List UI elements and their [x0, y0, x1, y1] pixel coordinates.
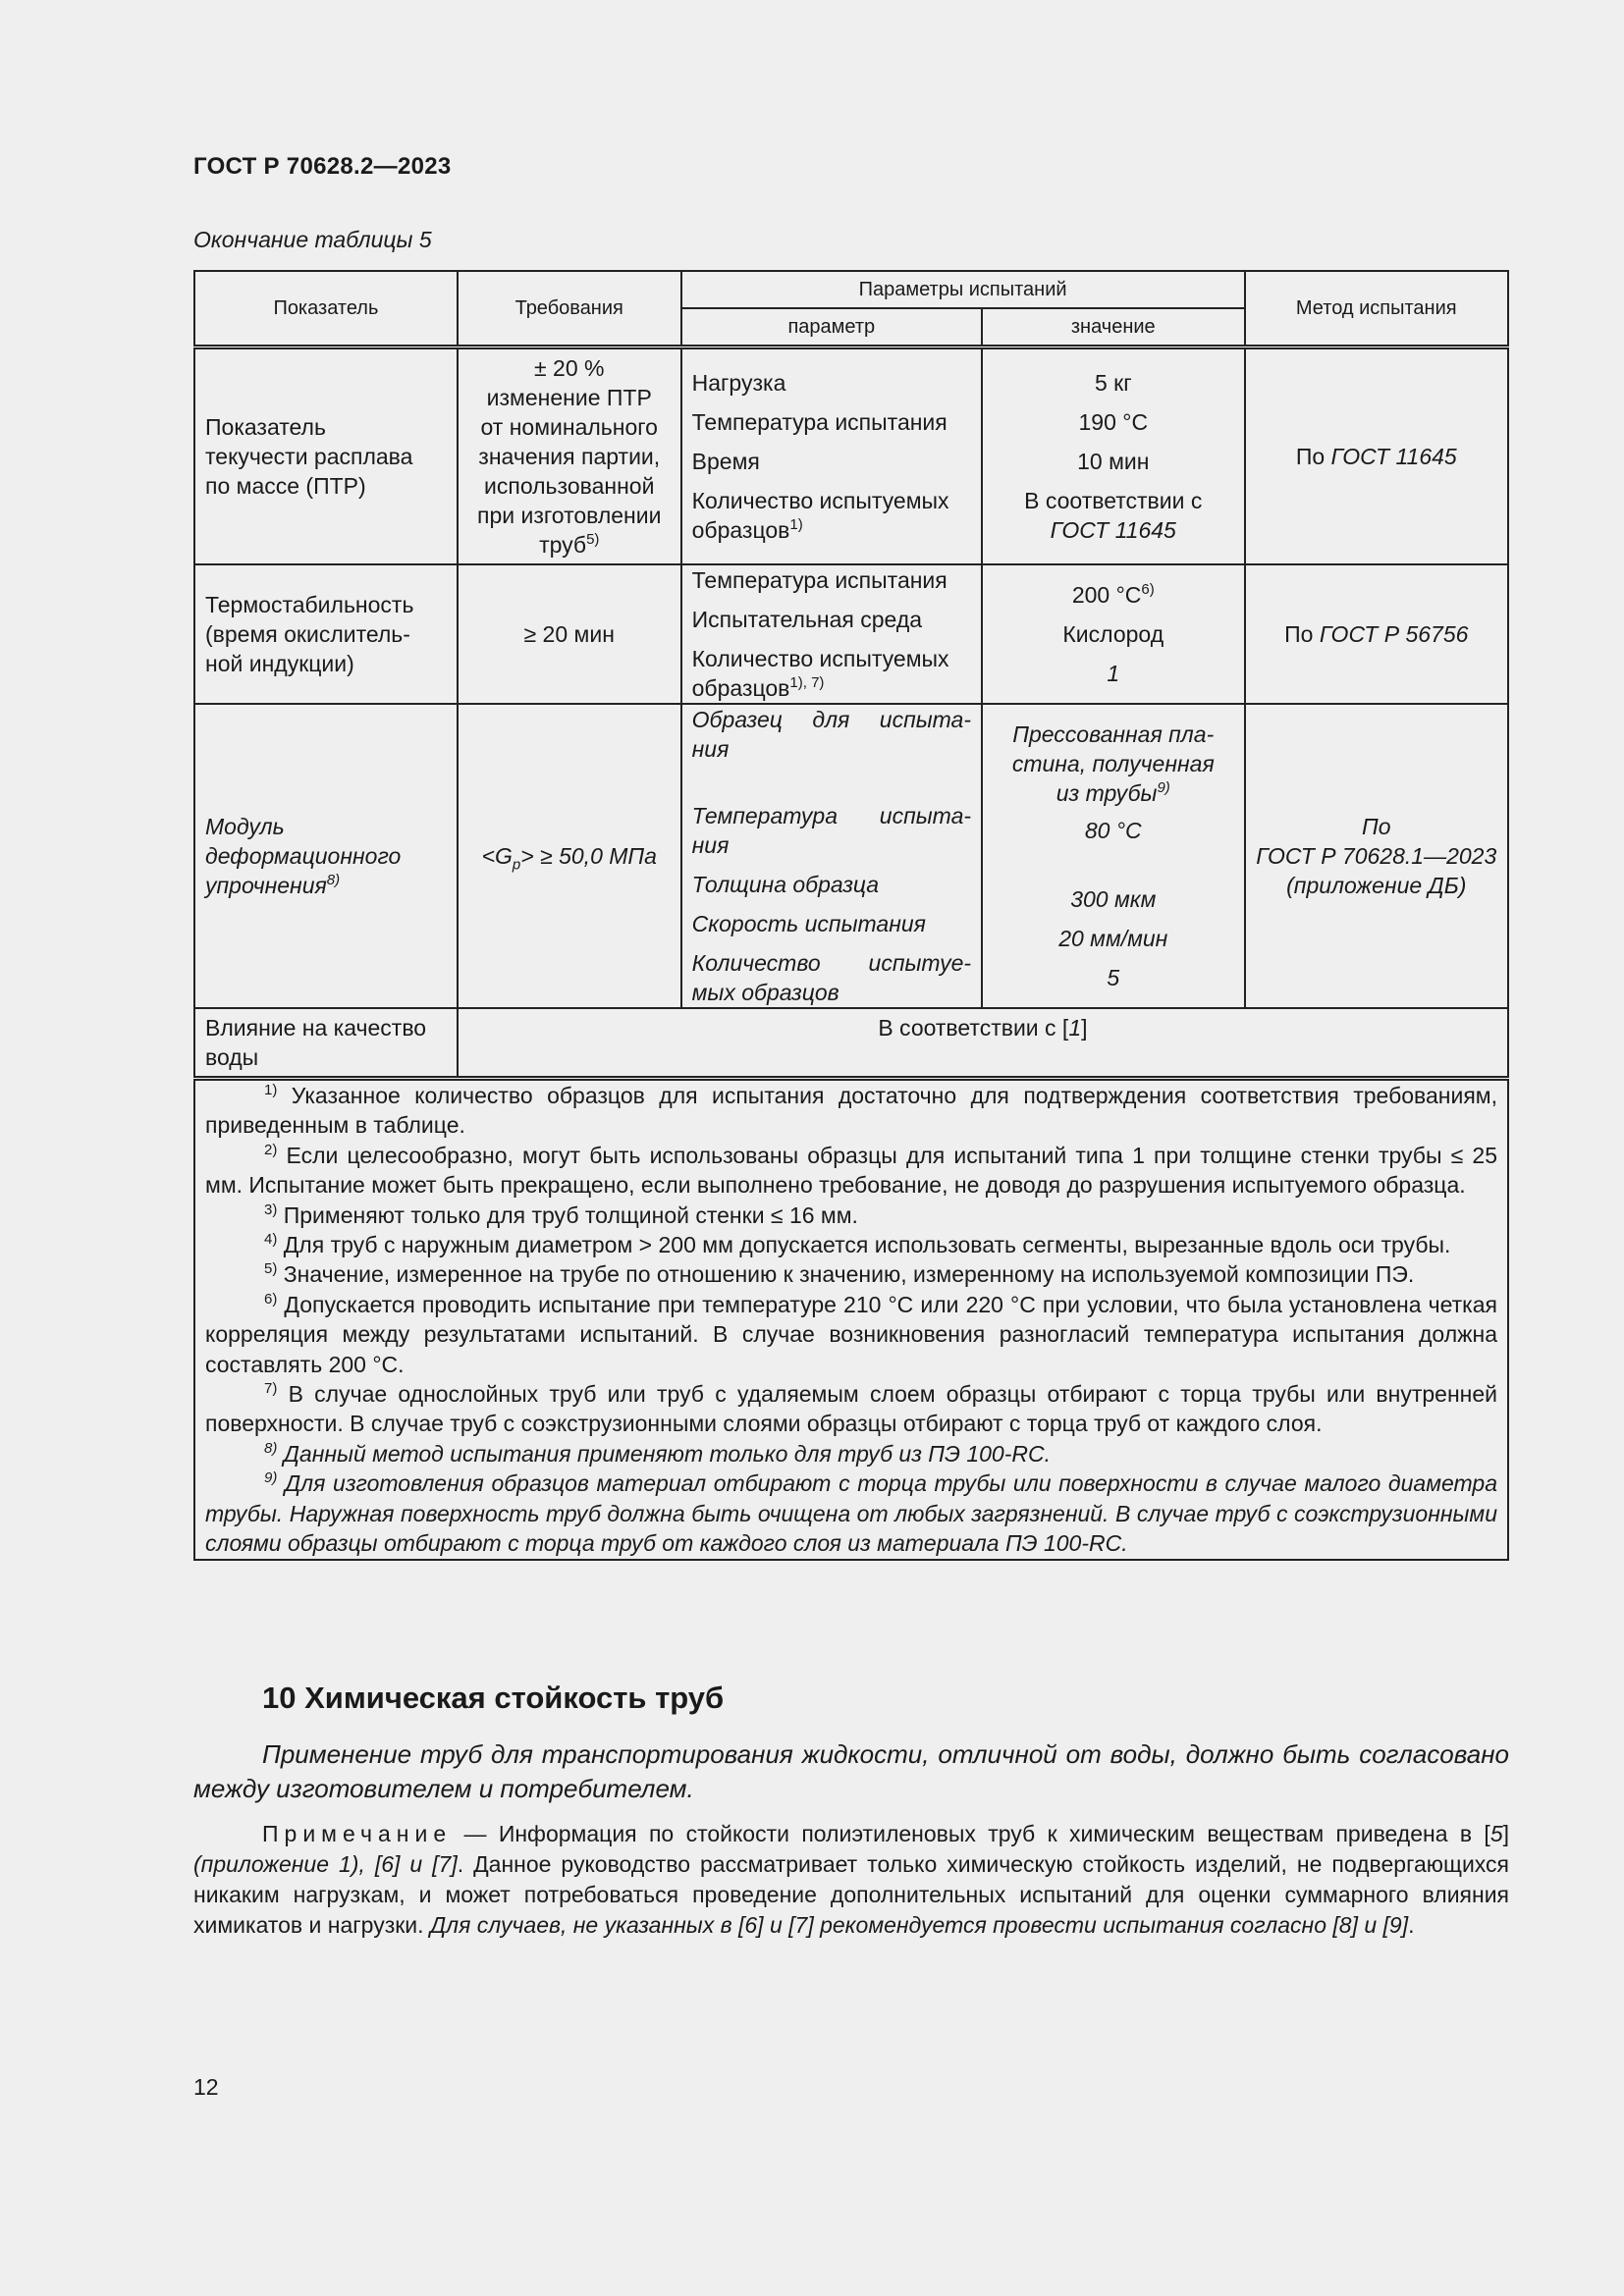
- table-row: [194, 347, 1508, 565]
- row4-indicator: Влияние на качество воды: [194, 1008, 458, 1079]
- header-indicator: Показатель: [194, 271, 458, 347]
- footnote: $^{9)}$ Для изготовления образцов материал отбирают с торца трубы или поверхности в случае малого диаметра трубы. Наружная поверхность труб должна быть очищена от любых загрязнений. В случае труб с соэкструзионными слоями образцы отбирают с торца труб от каждого слоя из материала ПЭ 100-RC.: [205, 1469, 1497, 1557]
- table-row: [194, 564, 1508, 704]
- header-test-params: Параметры испытаний: [681, 271, 1245, 308]
- document-header: ГОСТ Р 70628.2—2023: [193, 153, 452, 180]
- row4-value: В соответствии с [1]: [458, 1008, 1508, 1079]
- table-row: [194, 1008, 1508, 1079]
- row1-requirements: ± 20 % изменение ПТР от номинального значения партии, использованной при изготовлении труб$^{5)}$: [458, 347, 681, 565]
- header-parameter: параметр: [681, 308, 982, 347]
- row3-indicator: Модуль деформационного упрочнения$^{8)}$: [194, 704, 458, 1008]
- table-caption: Окончание таблицы 5: [193, 227, 432, 252]
- row3-parameters: Образец для испыта- ния Температура испыта- ния Толщина образца Скорость испытания Количество испытуе- мых образцов: [681, 704, 982, 1008]
- footnote: $^{5)}$ Значение, измеренное на трубе по отношению к значению, измеренному на используемой композиции ПЭ.: [264, 1260, 1415, 1288]
- row1-method: По ГОСТ 11645: [1245, 347, 1508, 565]
- footnote: $^{6)}$ Допускается проводить испытание при температуре 210 °С или 220 °С при условии, что была установлена четкая корреляция между результатами испытаний. В случае возникновения разногласий температура испытания должна составлять 200 °С.: [205, 1290, 1497, 1377]
- header-requirements: Требования: [458, 271, 681, 347]
- row2-indicator: Термостабильность (время окислитель- ной индукции): [194, 564, 458, 704]
- section-title: 10 Химическая стойкость труб: [262, 1681, 725, 1715]
- footnote: $^{3)}$ Применяют только для труб толщиной стенки ≤ 16 мм.: [264, 1201, 858, 1228]
- page-number: 12: [193, 2074, 219, 2100]
- row3-values: Прессованная пла- стина, полученная из трубы$^{9)}$ 80 °С 300 мкм 20 мм/мин 5: [982, 704, 1245, 1008]
- header-value: значение: [982, 308, 1245, 347]
- footnote: $^{4)}$ Для труб с наружным диаметром > 200 мм допускается использовать сегменты, вырезанные вдоль оси трубы.: [264, 1231, 1451, 1258]
- footnote: $^{7)}$ В случае однослойных труб или труб с удаляемым слоем образцы отбирают с торца трубы или внутренней поверхности. В случае труб с соэкструзионными слоями образцы отбирают с торца труб от каждого слоя.: [205, 1380, 1497, 1437]
- row2-method: По ГОСТ Р 56756: [1245, 564, 1508, 704]
- table-footnotes: [194, 1079, 1508, 1560]
- header-method: Метод испытания: [1245, 271, 1508, 347]
- row3-requirements: $<G_p> \ge 50,0$ МПа: [458, 704, 681, 1008]
- footnote: $^{1)}$ Указанное количество образцов для испытания достаточно для подтверждения соответствия требованиям, приведенным в таблице.: [205, 1082, 1497, 1139]
- section-paragraph: Применение труб для транспортирования жидкости, отличной от воды, должно быть согласовано между изготовителем и потребителем.: [193, 1739, 1509, 1803]
- row2-parameters: Температура испытания Испытательная среда Количество испытуемых образцов$^{1), 7)}$: [681, 564, 982, 704]
- footnote: $^{2)}$ Если целесообразно, могут быть использованы образцы для испытаний типа 1 при толщине стенки трубы ≤ 25 мм. Испытание может быть прекращено, если выполнено требование, не доводя до разрушения испытуемого образца.: [205, 1141, 1497, 1199]
- section-note: Примечание — Информация по стойкости полиэтиленовых труб к химическим веществам приведена в [5] (приложение 1), [6] и [7]. Данное руководство рассматривает только химическую стойкость изделий, не подвергающихся никаким нагрузкам, и может потребоваться проведение дополнительных испытаний для оценки суммарного влияния химикатов и нагрузки. Для случаев, не указанных в [6] и [7] рекомендуется провести испытания согласно [8] и [9].: [193, 1821, 1509, 1938]
- row2-values: 200 $^\circ С^{6)}$ Кислород 1: [982, 564, 1245, 704]
- footnote: $^{8)}$ Данный метод испытания применяют только для труб из ПЭ 100-RC.: [264, 1439, 1051, 1467]
- row2-requirements: ≥ 20 мин: [458, 564, 681, 704]
- table-row: [194, 704, 1508, 1008]
- row1-indicator: Показатель текучести расплава по массе (ПТР): [194, 347, 458, 565]
- row3-method: По ГОСТ Р 70628.1—2023 (приложение ДБ): [1245, 704, 1508, 1008]
- row1-values: 5 кг 190 °С 10 мин В соответствии с ГОСТ 11645: [982, 347, 1245, 565]
- table-5: [193, 270, 1509, 1561]
- row1-parameters: Нагрузка Температура испытания Время Количество испытуемых образцов$^{1)}$: [681, 347, 982, 565]
